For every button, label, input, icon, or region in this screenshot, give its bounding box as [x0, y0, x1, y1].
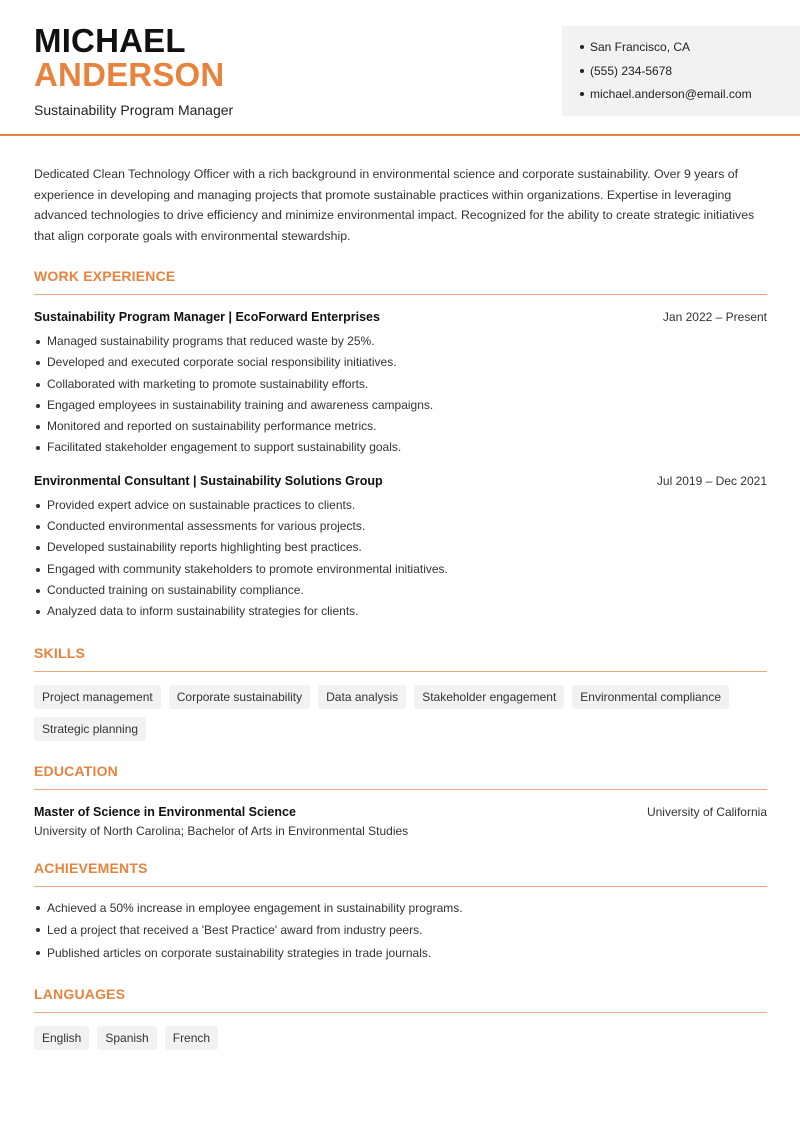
- skills-list: [34, 685, 754, 741]
- job-dates: Jul 2019 – Dec 2021: [656, 473, 767, 488]
- contact-email[interactable]: michael.anderson@email.com: [580, 86, 800, 110]
- skill-chip: Corporate sustainability: [169, 685, 310, 709]
- resume-header: [0, 0, 800, 136]
- list-item: Led a project that received a 'Best Practice' award from industry peers.: [34, 919, 767, 942]
- section-title-education: EDUCATION: [34, 763, 767, 790]
- list-item: Conducted training on sustainability compliance.: [34, 580, 767, 601]
- job-entry: [34, 310, 767, 459]
- skill-chip: Project management: [34, 685, 161, 709]
- list-item: Facilitated stakeholder engagement to support sustainability goals.: [34, 437, 767, 458]
- section-title-work: WORK EXPERIENCE: [34, 268, 767, 295]
- contact-box: [562, 26, 800, 116]
- name-block: [34, 24, 233, 118]
- section-title-languages: LANGUAGES: [34, 986, 767, 1013]
- list-item: Achieved a 50% increase in employee engagement in sustainability programs.: [34, 897, 767, 920]
- list-item: Provided expert advice on sustainable practices to clients.: [34, 495, 767, 516]
- section-title-achievements: ACHIEVEMENTS: [34, 860, 767, 887]
- job-header: [34, 310, 767, 324]
- languages-list: [34, 1026, 754, 1050]
- list-item: Conducted environmental assessments for various projects.: [34, 516, 767, 537]
- contact-location: San Francisco, CA: [580, 39, 800, 63]
- education-entry: [34, 805, 767, 819]
- list-item: Analyzed data to inform sustainability strategies for clients.: [34, 601, 767, 622]
- list-item: Engaged employees in sustainability training and awareness campaigns.: [34, 395, 767, 416]
- contact-phone: (555) 234-5678: [580, 63, 800, 87]
- job-title: Sustainability Program Manager: [34, 102, 234, 118]
- skill-chip: Stakeholder engagement: [414, 685, 564, 709]
- list-item: Developed and executed corporate social responsibility initiatives.: [34, 352, 767, 373]
- education-detail: University of North Carolina; Bachelor of Arts in Environmental Studies: [34, 823, 409, 838]
- job-role: Environmental Consultant | Sustainability Solutions Group: [34, 473, 383, 488]
- achievements-list: [34, 897, 767, 965]
- job-entry: [34, 474, 767, 623]
- language-chip: French: [165, 1026, 218, 1050]
- job-header: [34, 474, 767, 488]
- language-chip: English: [34, 1026, 89, 1050]
- job-role: Sustainability Program Manager | EcoForward Enterprises: [34, 310, 380, 324]
- skill-chip: Data analysis: [318, 685, 406, 709]
- list-item: Monitored and reported on sustainability performance metrics.: [34, 416, 767, 437]
- job-dates: Jan 2022 – Present: [662, 310, 767, 324]
- skill-chip: Strategic planning: [34, 717, 146, 741]
- section-title-skills: SKILLS: [34, 645, 767, 672]
- education-degree: Master of Science in Environmental Science: [34, 804, 296, 819]
- last-name: ANDERSON: [34, 56, 225, 93]
- list-item: Engaged with community stakeholders to promote environmental initiatives.: [34, 559, 767, 580]
- first-name: MICHAEL: [34, 22, 186, 59]
- list-item: Managed sustainability programs that reduced waste by 25%.: [34, 331, 767, 352]
- list-item: Collaborated with marketing to promote sustainability efforts.: [34, 374, 767, 395]
- list-item: Developed sustainability reports highlighting best practices.: [34, 537, 767, 558]
- education-school: University of California: [646, 804, 767, 819]
- job-bullets: [34, 495, 767, 623]
- job-bullets: [34, 331, 767, 459]
- skill-chip: Environmental compliance: [572, 685, 729, 709]
- list-item: Published articles on corporate sustainability strategies in trade journals.: [34, 942, 767, 965]
- language-chip: Spanish: [97, 1026, 156, 1050]
- summary-paragraph: Dedicated Clean Technology Officer with a rich background in environmental science and corporate sustainability. Over 9 years of experience in developing and managing projects that promote sustainable practices within organizations. Expertise in leveraging advanced technologies to drive efficiency and minimize environmental impact. Recognized for the ability to create strategic initiatives that align corporate goals with environmental stewardship.: [34, 167, 755, 243]
- resume-body: [34, 164, 767, 1050]
